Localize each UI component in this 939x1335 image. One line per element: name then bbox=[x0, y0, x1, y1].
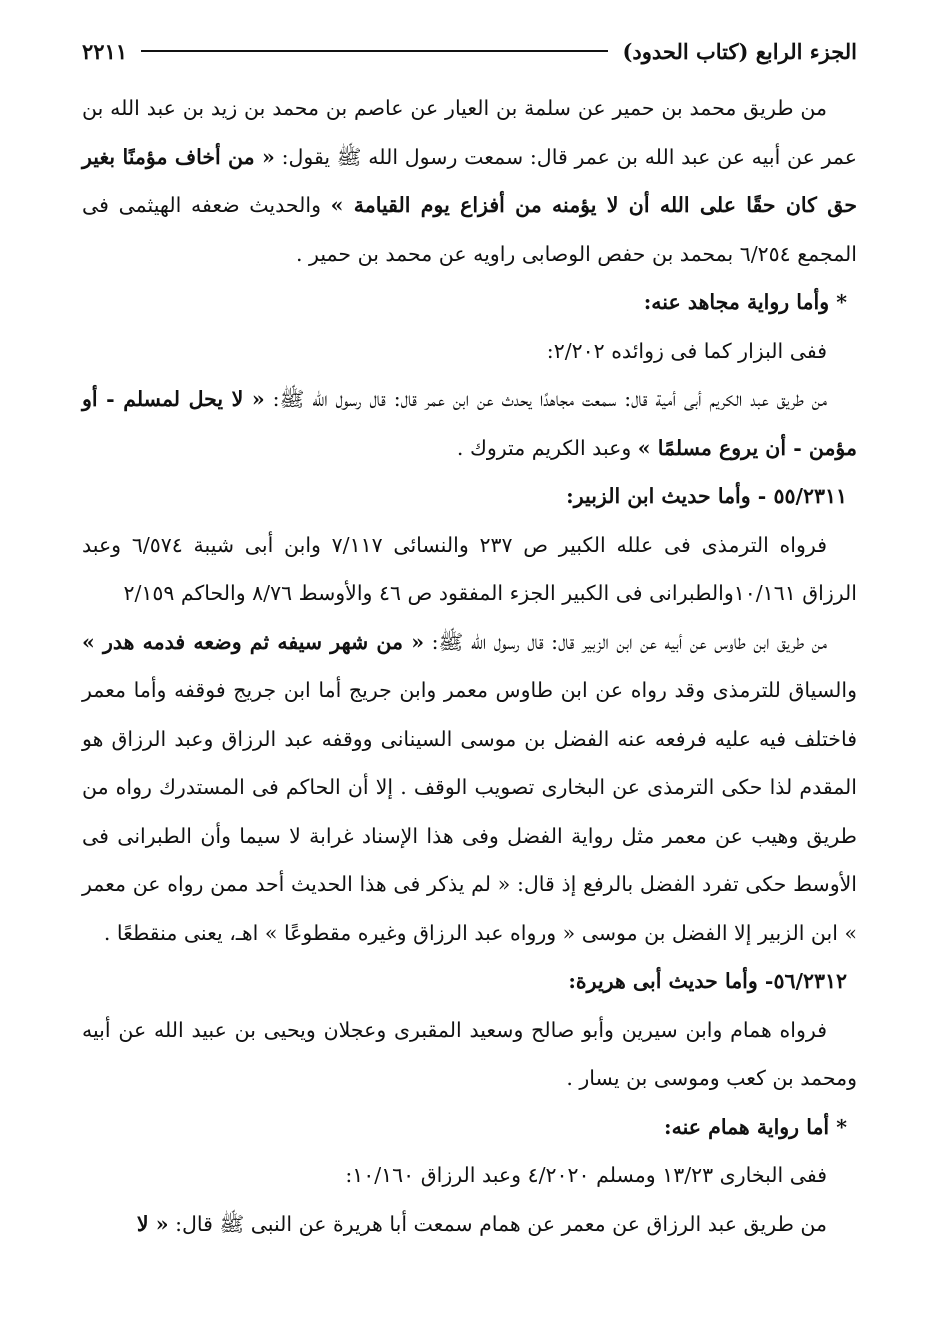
paragraph-ibn-zubayr-chain bbox=[82, 618, 857, 958]
hadith-quote: « من شهر سيفه ثم وضعه فدمه هدر » bbox=[82, 629, 425, 654]
section-heading-mujahid: * وأما رواية مجاهد عنه: bbox=[643, 290, 847, 314]
hadith-quote: « لا يحل لمسلم - أو مؤمن - أن يروع مسلمًا » bbox=[82, 387, 857, 460]
paragraph-text: من طريق ابن طاوس عن أبيه عن ابن الزبير قال: قال رسول الله ﷺ: bbox=[424, 629, 827, 654]
page-header bbox=[82, 36, 857, 66]
paragraph-text: من طريق محمد بن حمير عن سلمة بن العيار عن عاصم بن محمد بن زيد بن عبد الله بن عمر عن أبيه عن عبد الله بن عمر قال: سمعت رسول الله ﷺ يقول: bbox=[82, 96, 857, 169]
paragraph-ibn-zubayr-sources: فرواه الترمذى فى علله الكبير ص ٢٣٧ والنسائى ٧/١١٧ وابن أبى شيبة ٦/٥٧٤ وعبد الرزاق ١٠/١٦١والطبرانى فى الكبير الجزء المفقود ص ٤٦ والأوسط ٨/٧٦ والحاكم ٢/١٥٩ bbox=[82, 532, 857, 605]
paragraph-hammam-chain bbox=[82, 1200, 857, 1249]
running-title: الجزء الرابع (كتاب الحدود) bbox=[622, 38, 857, 64]
page-body bbox=[82, 84, 857, 1248]
paragraph-text: وعبد الكريم متروك . bbox=[456, 435, 638, 460]
paragraph-mujahid-chain bbox=[82, 375, 857, 472]
paragraph-ibn-umar-chain bbox=[82, 84, 857, 278]
hadith-quote: « من أخاف مؤمنًا بغير حق كان حقًا على الله أن لا يؤمنه من أفزاع يوم القيامة » bbox=[82, 144, 857, 217]
hadith-quote: « لا bbox=[136, 1211, 169, 1236]
paragraph-bazzar-source: ففى البزار كما فى زوائده ٢/٢٠٢: bbox=[546, 338, 827, 363]
paragraph-text: من طريق عبد الرزاق عن معمر عن همام سمعت أبا هريرة عن النبى ﷺ قال: bbox=[168, 1211, 827, 1236]
paragraph-text: من طريق عبد الكريم أبى أمية قال: سمعت مجاهدًا يحدث عن ابن عمر قال: قال رسول الله ﷺ: bbox=[264, 387, 827, 411]
paragraph-text: والسياق للترمذى وقد رواه عن ابن طاوس معمر وابن جريج أما ابن جريج فوقفه وأما معمر فاختلف فيه عليه فرفعه عنه الفضل بن موسى السينانى ووقفه عبد الرزاق وعبد الرزاق هو المقدم لذا حكى الترمذى عن البخارى تصويب الوقف . إلا أن الحاكم فى المستدرك رواه من طريق وهيب عن معمر مثل رواية الفضل وفى هذا الإسناد غرابة لا سيما وأن الطبرانى فى الأوسط حكى تفرد الفضل بالرفع إذ قال: « لم يذكر فى هذا الحديث أحد ممن رواه عن معمر » ابن الزبير إلا الفضل بن موسى « ورواه عبد الرزاق وغيره مقطوعًا » اهـ، يعنى منقطعًا . bbox=[82, 678, 857, 945]
paragraph-abu-hurayra-narrators: فرواه همام وابن سيرين وأبو صالح وسعيد المقبرى وعجلان ويحيى بن عبيد الله عن أبيه ومحمد بن كعب وموسى بن يسار . bbox=[82, 1017, 857, 1090]
paragraph-bukhari-source: ففى البخارى ١٣/٢٣ ومسلم ٤/٢٠٢٠ وعبد الرزاق ١٠/١٦٠: bbox=[345, 1163, 827, 1187]
section-heading-abu-hurayra: ٥٦/٢٣١٢- وأما حديث أبى هريرة: bbox=[568, 969, 847, 993]
section-heading-ibn-zubayr: ٥٥/٢٣١١ - وأما حديث ابن الزبير: bbox=[566, 484, 847, 508]
section-heading-hammam: * أما رواية همام عنه: bbox=[664, 1114, 847, 1139]
page-number: ٢٢١١ bbox=[82, 38, 128, 64]
header-rule bbox=[141, 50, 608, 52]
paragraph-text: والحديث ضعفه الهيثمى فى المجمع ٦/٢٥٤ بمحمد بن حفص الوصابى راويه عن محمد بن حمير . bbox=[82, 193, 857, 266]
